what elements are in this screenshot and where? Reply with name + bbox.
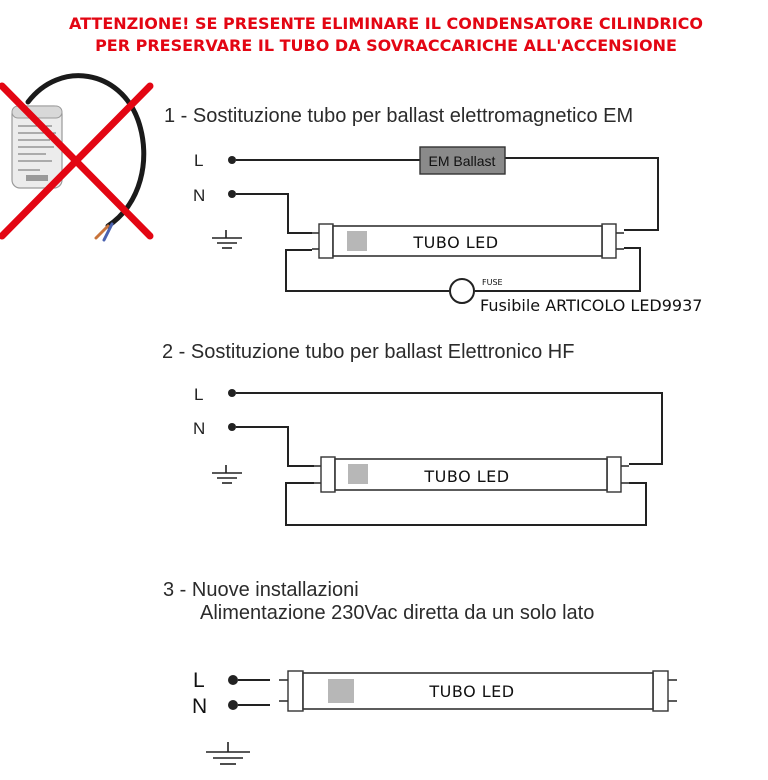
led-chip-icon bbox=[347, 231, 367, 251]
terminal-l-dot bbox=[228, 389, 236, 397]
diagram-1-title: 1 - Sostituzione tubo per ballast elettromagnetico EM bbox=[164, 105, 634, 127]
capacitor-crossed-out bbox=[2, 76, 150, 240]
terminal-l-label: L bbox=[193, 669, 205, 692]
tube-label: TUBO LED bbox=[424, 467, 510, 486]
diagram-3-title-line-2: Alimentazione 230Vac diretta da un solo lato bbox=[200, 602, 595, 624]
diagram-3-title-line-1: 3 - Nuove installazioni bbox=[163, 579, 359, 601]
terminal-n-label: N bbox=[192, 695, 208, 718]
led-tube bbox=[314, 457, 629, 492]
terminal-n-dot bbox=[228, 423, 236, 431]
warning-line-1: ATTENZIONE! SE PRESENTE ELIMINARE IL CONDENSATORE CILINDRICO bbox=[69, 14, 703, 33]
led-tube bbox=[312, 224, 624, 258]
fuse-tag: FUSE bbox=[482, 278, 503, 287]
fuse-icon bbox=[450, 279, 474, 303]
terminal-l-dot bbox=[228, 156, 236, 164]
led-tube bbox=[279, 671, 677, 711]
led-chip-icon bbox=[348, 464, 368, 484]
terminal-n-label: N bbox=[193, 186, 206, 205]
em-ballast-label: EM Ballast bbox=[428, 153, 496, 169]
tube-label: TUBO LED bbox=[429, 682, 515, 701]
terminal-n-dot bbox=[228, 700, 238, 710]
terminal-l-dot bbox=[228, 675, 238, 685]
diagram-hf-ballast bbox=[162, 341, 662, 525]
terminal-n-dot bbox=[228, 190, 236, 198]
ground-icon bbox=[206, 742, 250, 764]
terminal-n-label: N bbox=[193, 419, 206, 438]
ground-icon bbox=[212, 230, 242, 248]
diagram-2-title: 2 - Sostituzione tubo per ballast Elettronico HF bbox=[162, 341, 575, 363]
fuse-note: Fusibile ARTICOLO LED9937 bbox=[480, 296, 703, 315]
diagram-new-installation bbox=[163, 579, 677, 764]
tube-label: TUBO LED bbox=[413, 233, 499, 252]
warning-line-2: PER PRESERVARE IL TUBO DA SOVRACCARICHE ALL'ACCENSIONE bbox=[95, 36, 677, 55]
diagram-em-ballast bbox=[164, 105, 702, 315]
terminal-l-label: L bbox=[194, 385, 204, 404]
led-chip-icon bbox=[328, 679, 354, 703]
ground-icon bbox=[212, 465, 242, 483]
terminal-l-label: L bbox=[194, 151, 204, 170]
